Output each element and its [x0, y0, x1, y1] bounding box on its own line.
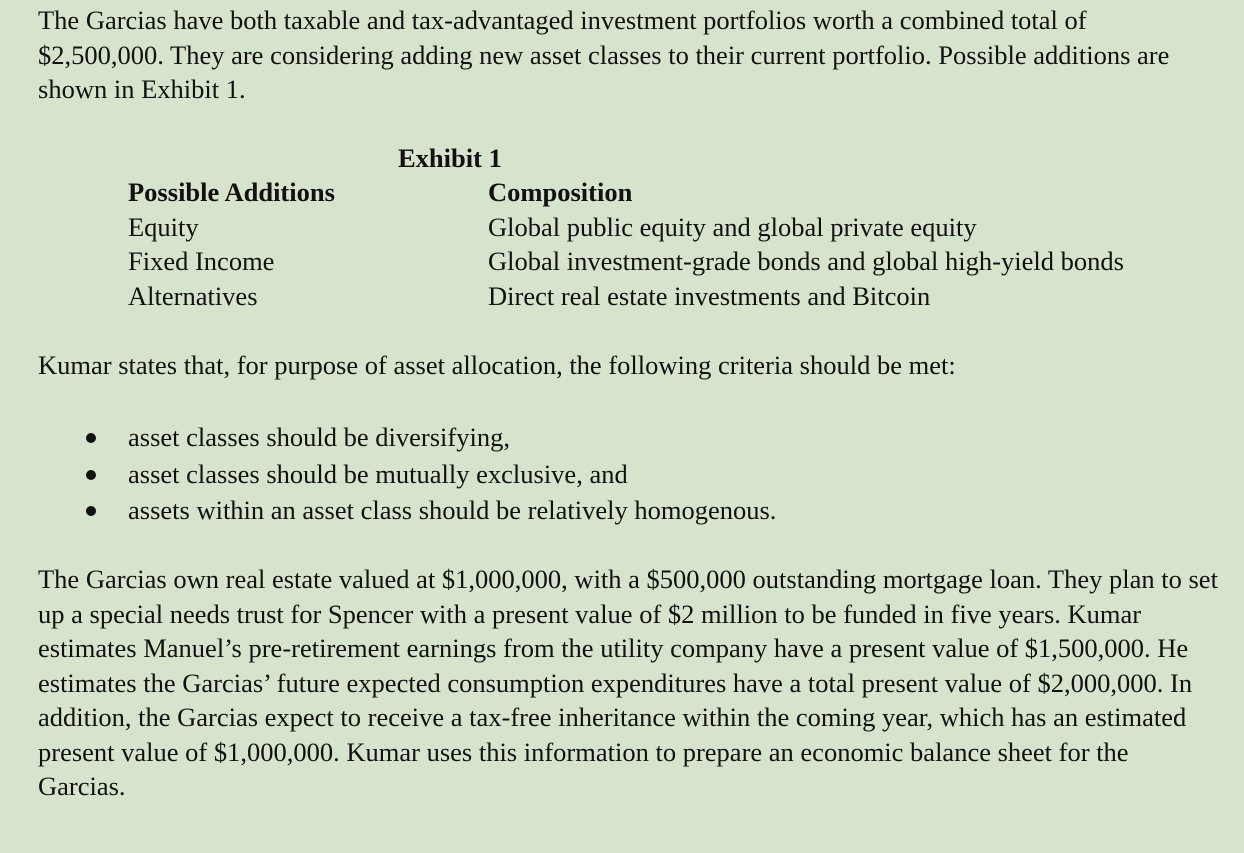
addition-cell: Fixed Income [128, 246, 275, 276]
intro-paragraph: The Garcias have both taxable and tax-advantaged investment portfolios worth a combined total of $2,500,000. They are considering adding new asset classes to their current portfolio. Possible additions are shown in Exhibit 1. [38, 5, 1170, 104]
table-row [128, 279, 1124, 314]
addition-cell: Equity [128, 211, 199, 242]
composition-cell: Global public equity and global private equity [488, 211, 977, 242]
bullet-icon [86, 470, 96, 480]
criteria-text: asset classes should be mutually exclusive, and [128, 458, 628, 489]
list-item [0, 493, 776, 530]
table-row [128, 210, 1124, 245]
composition-cell: Direct real estate investments and Bitcoin [488, 280, 931, 311]
addition-cell: Alternatives [128, 280, 258, 311]
table-row [128, 244, 1124, 279]
criteria-text: assets within an asset class should be relatively homogenous. [128, 495, 777, 525]
bullet-icon [86, 506, 96, 516]
composition-cell: Global investment-grade bonds and global high-yield bonds [488, 246, 1124, 276]
header-composition: Composition [488, 177, 633, 207]
criteria-list [0, 420, 776, 530]
exhibit-table [128, 175, 1124, 313]
list-item [0, 420, 776, 457]
bullet-icon [86, 433, 96, 443]
criteria-text: asset classes should be diversifying, [128, 422, 510, 452]
balance-sheet-paragraph: The Garcias own real estate valued at $1,000,000, with a $500,000 outstanding mortgage loan. They plan to set up a special needs trust for Spencer with a present value of $2 million to be funded in five years. Kumar estimates Manuel’s pre-retirement earnings from the utility company have a present value of $1,500,000. He estimates the Garcias’ future expected consumption expenditures have a total present value of $2,000,000. In addition, the Garcias expect to receive a tax-free inheritance within the coming year, which has an estimated present value of $1,000,000. Kumar uses this information to prepare an economic balance sheet for the Garcias. [38, 564, 1218, 801]
list-item [0, 457, 776, 494]
exhibit-header-row [128, 175, 1124, 210]
header-possible-additions: Possible Additions [128, 177, 335, 207]
criteria-intro: Kumar states that, for purpose of asset allocation, the following criteria should be met: [38, 350, 956, 380]
exhibit-title: Exhibit 1 [398, 143, 502, 173]
